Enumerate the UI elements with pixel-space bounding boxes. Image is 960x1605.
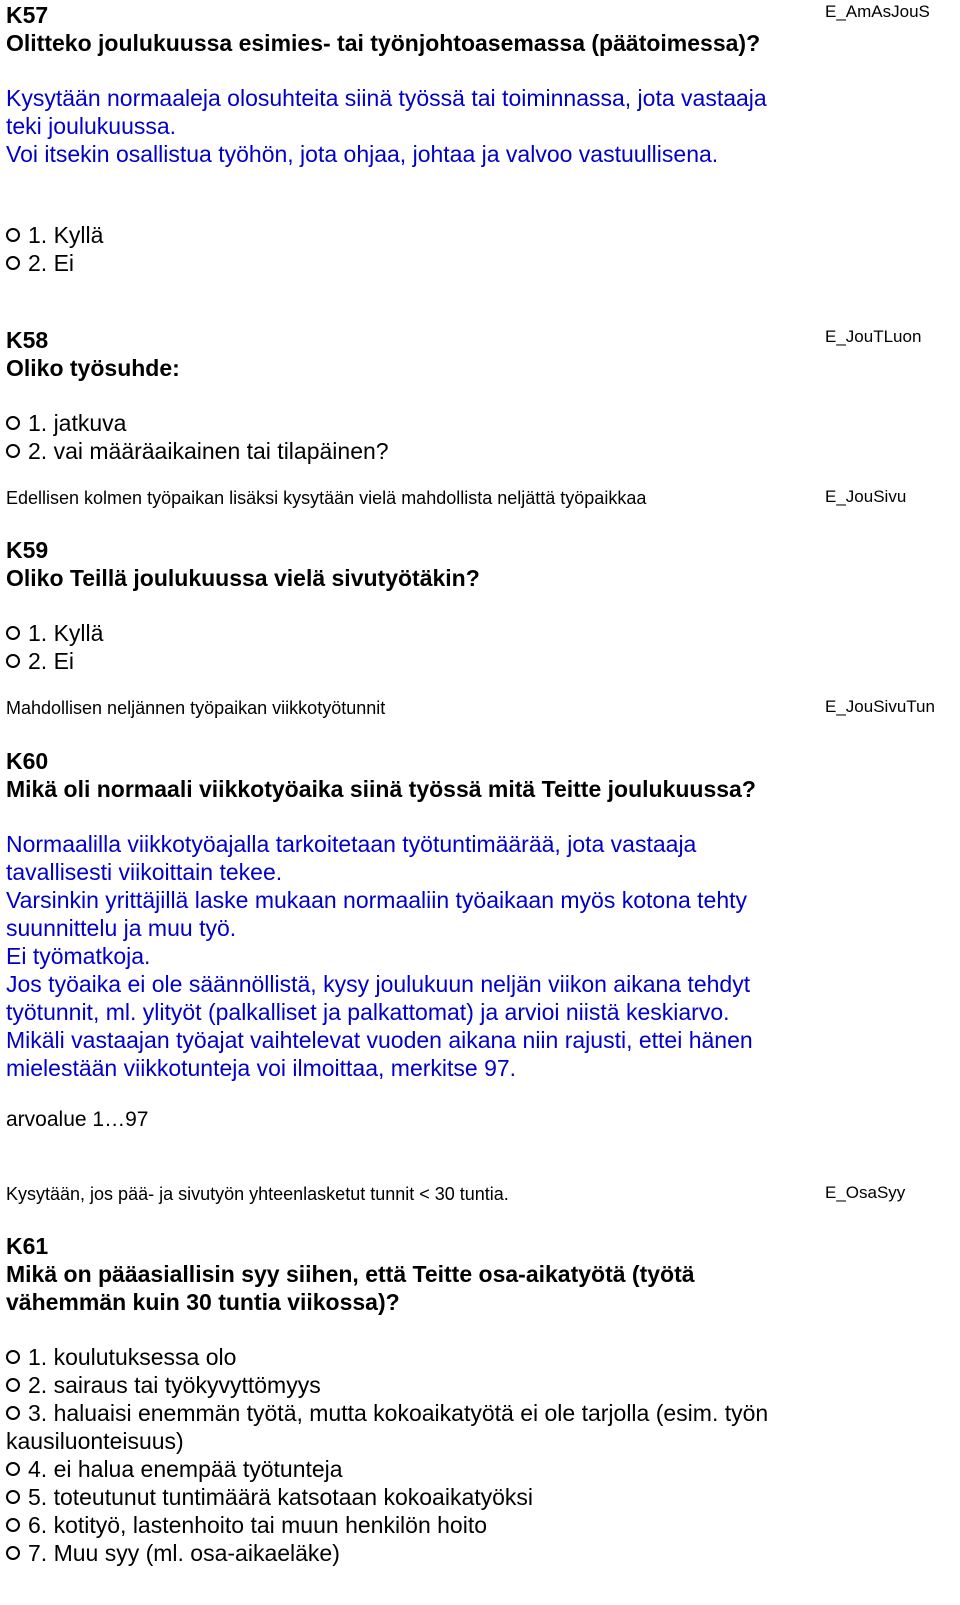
k57-question: Olitteko joulukuussa esimies- tai työnjohtoasemassa (päätoimessa)? [6,30,761,56]
radio-circle-icon[interactable] [6,444,20,458]
option-label: 4. ei halua enempää työtunteja [28,1456,343,1482]
k61-variable: E_OsaSyy [825,1183,906,1202]
k60-instruction-line: tavallisesti viikoittain tekee. [6,859,283,885]
k58-options [6,409,389,465]
option-label: 2. Ei [28,250,75,276]
option-label: 2. sairaus tai työkyvyttömyys [28,1372,321,1398]
option-label: 1. koulutuksessa olo [28,1344,237,1370]
k58-option-maaraaikainen[interactable] [6,437,389,465]
k58-code: K58 [6,327,49,353]
k60-instruction-line: Mikäli vastaajan työajat vaihtelevat vuoden aikana niin rajusti, ettei hänen [6,1027,753,1053]
radio-circle-icon[interactable] [6,1490,20,1504]
radio-circle-icon[interactable] [6,1546,20,1560]
radio-circle-icon[interactable] [6,626,20,640]
option-label: 2. Ei [28,648,75,674]
k60-instruction-line: Ei työmatkoja. [6,943,151,969]
option-label: 6. kotityö, lastenhoito tai muun henkilön hoito [28,1512,488,1538]
option-label: 3. haluaisi enemmän työtä, mutta kokoaikatyötä ei ole tarjolla (esim. työn [28,1400,769,1426]
k60-variable: E_JouSivuTun [825,697,935,716]
k60-instruction-line: suunnittelu ja muu työ. [6,915,237,941]
k58-question: Oliko työsuhde: [6,355,180,381]
k59-options [6,619,103,675]
k60-instructions [6,830,753,1082]
k58-option-jatkuva[interactable] [6,409,389,437]
k61-option-5[interactable] [6,1483,768,1511]
k57-instruction-line: Voi itsekin osallistua työhön, jota ohjaa, johtaa ja valvoo vastuullisena. [6,141,719,167]
k61-question [6,1260,695,1316]
radio-circle-icon[interactable] [6,1378,20,1392]
k59-option-ei[interactable] [6,647,103,675]
k61-option-3[interactable] [6,1399,768,1427]
option-label: 1. Kyllä [28,620,104,646]
k60-code: K60 [6,748,49,774]
option-label: 1. jatkuva [28,410,127,436]
k61-code: K61 [6,1233,49,1259]
k60-instruction-line: Normaalilla viikkotyöajalla tarkoitetaan työtuntimäärää, jota vastaaja [6,831,697,857]
k57-options [6,221,103,277]
k57-variable: E_AmAsJouS [825,2,930,21]
k57-option-ei[interactable] [6,249,103,277]
k61-option-6[interactable] [6,1511,768,1539]
radio-circle-icon[interactable] [6,654,20,668]
k61-options [6,1343,768,1567]
k61-option-3-continuation: kausiluonteisuus) [6,1428,184,1454]
k59-variable: E_JouSivu [825,487,907,506]
k57-option-kylla[interactable] [6,221,103,249]
radio-circle-icon[interactable] [6,1350,20,1364]
k61-question-line: vähemmän kuin 30 tuntia viikossa)? [6,1289,400,1315]
option-label: 7. Muu syy (ml. osa-aikaeläke) [28,1540,340,1566]
k61-option-1[interactable] [6,1343,768,1371]
k60-instruction-line: työtunnit, ml. ylityöt (palkalliset ja palkattomat) ja arvioi niistä keskiarvo. [6,999,730,1025]
radio-circle-icon[interactable] [6,1462,20,1476]
radio-circle-icon[interactable] [6,256,20,270]
k60-question: Mikä oli normaali viikkotyöaika siinä työssä mitä Teitte joulukuussa? [6,776,756,802]
k57-code: K57 [6,2,49,28]
k60-instruction-line: mielestään viikkotunteja voi ilmoittaa, merkitse 97. [6,1055,517,1081]
option-label: 5. toteutunut tuntimäärä katsotaan kokoaikatyöksi [28,1484,534,1510]
k61-option-2[interactable] [6,1371,768,1399]
k57-instruction-line: teki joulukuussa. [6,113,177,139]
k61-question-line: Mikä on pääasiallisin syy siihen, että Teitte osa-aikatyötä (työtä [6,1261,695,1287]
option-label: 1. Kyllä [28,222,104,248]
k57-instructions [6,84,767,168]
k59-question: Oliko Teillä joulukuussa vielä sivutyötäkin? [6,565,480,591]
k59-code: K59 [6,537,49,563]
k59-option-kylla[interactable] [6,619,103,647]
k59-filter: Edellisen kolmen työpaikan lisäksi kysytään vielä mahdollista neljättä työpaikkaa [6,488,647,508]
k61-option-7[interactable] [6,1539,768,1567]
k60-instruction-line: Jos työaika ei ole säännöllistä, kysy joulukuun neljän viikon aikana tehdyt [6,971,751,997]
k60-instruction-line: Varsinkin yrittäjillä laske mukaan normaaliin työaikaan myös kotona tehty [6,887,748,913]
k61-filter: Kysytään, jos pää- ja sivutyön yhteenlasketut tunnit < 30 tuntia. [6,1184,509,1204]
k57-instruction-line: Kysytään normaaleja olosuhteita siinä työssä tai toiminnassa, jota vastaaja [6,85,767,111]
option-label: 2. vai määräaikainen tai tilapäinen? [28,438,389,464]
radio-circle-icon[interactable] [6,1406,20,1420]
radio-circle-icon[interactable] [6,416,20,430]
radio-circle-icon[interactable] [6,228,20,242]
k58-variable: E_JouTLuon [825,327,922,346]
k60-filter: Mahdollisen neljännen työpaikan viikkotyötunnit [6,698,386,718]
k60-range: arvoalue 1…97 [6,1108,149,1131]
k61-option-4[interactable] [6,1455,768,1483]
radio-circle-icon[interactable] [6,1518,20,1532]
